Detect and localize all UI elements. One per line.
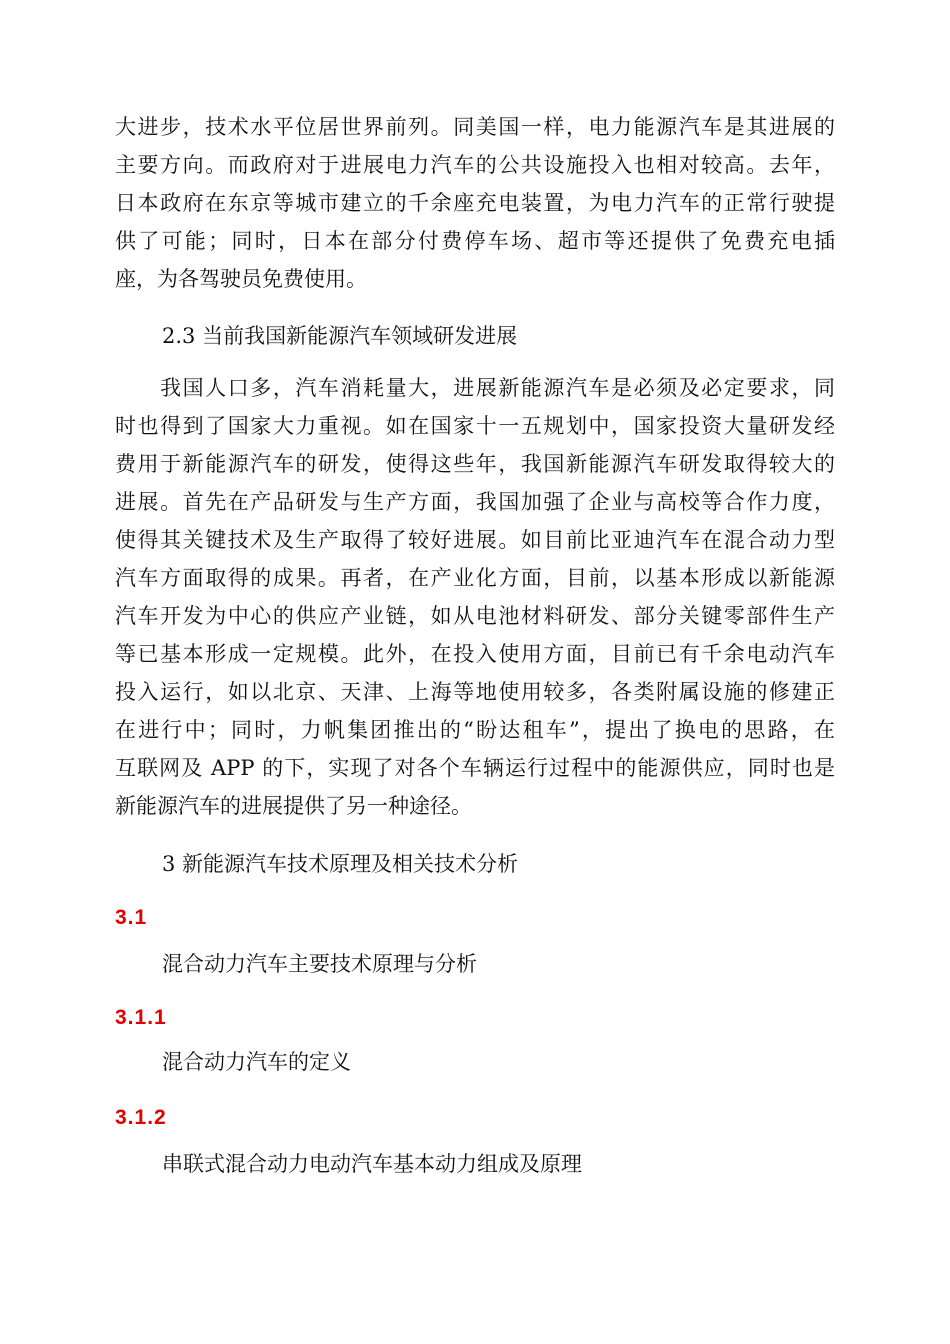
- paragraph-china-progress: [115, 369, 835, 825]
- section-title-3-1-1: 混合动力汽车的定义: [162, 1050, 351, 1074]
- paragraph-line: 在进行中；同时，力帆集团推出的“盼达租车”，提出了换电的思路，在: [115, 718, 835, 742]
- paragraph-line: 时也得到了国家大力重视。如在国家十一五规划中，国家投资大量研发经: [115, 414, 835, 438]
- paragraph-line: 我国人口多，汽车消耗量大，进展新能源汽车是必须及必定要求，同: [115, 376, 835, 400]
- paragraph-line: 新能源汽车的进展提供了另一种途径。: [115, 794, 472, 818]
- paragraph-japan-progress: [115, 108, 835, 298]
- section-heading-2-3: 2.3 当前我国新能源汽车领域研发进展: [162, 324, 518, 348]
- paragraph-line: 费用于新能源汽车的研发，使得这些年，我国新能源汽车研发取得较大的: [115, 452, 835, 476]
- paragraph-line: 主要方向。而政府对于进展电力汽车的公共设施投入也相对较高。去年，: [115, 153, 835, 177]
- paragraph-line: 使得其关键技术及生产取得了较好进展。如目前比亚迪汽车在混合动力型: [115, 528, 835, 552]
- paragraph-line: 等已基本形成一定规模。此外，在投入使用方面，目前已有千余电动汽车: [115, 642, 835, 666]
- paragraph-line: 供了可能；同时，日本在部分付费停车场、超市等还提供了免费充电插: [115, 229, 835, 253]
- section-number-3-1-1: 3.1.1: [115, 1006, 167, 1029]
- paragraph-line: 座，为各驾驶员免费使用。: [115, 267, 367, 291]
- chapter-heading-3: 3 新能源汽车技术原理及相关技术分析: [162, 852, 519, 876]
- paragraph-line: 汽车开发为中心的供应产业链，如从电池材料研发、部分关键零部件生产: [115, 604, 835, 628]
- section-number-3-1-2: 3.1.2: [115, 1106, 167, 1129]
- paragraph-line: 投入运行，如以北京、天津、上海等地使用较多，各类附属设施的修建正: [115, 680, 835, 704]
- paragraph-line: 进展。首先在产品研发与生产方面，我国加强了企业与高校等合作力度，: [115, 490, 835, 514]
- paragraph-line: 汽车方面取得的成果。再者，在产业化方面，目前，以基本形成以新能源: [115, 566, 835, 590]
- section-number-3-1: 3.1: [115, 906, 148, 929]
- section-title-3-1-2: 串联式混合动力电动汽车基本动力组成及原理: [162, 1152, 582, 1176]
- paragraph-line: 日本政府在东京等城市建立的千余座充电装置，为电力汽车的正常行驶提: [115, 191, 835, 215]
- paragraph-line: 互联网及 APP 的下，实现了对各个车辆运行过程中的能源供应，同时也是: [115, 756, 835, 780]
- section-title-3-1: 混合动力汽车主要技术原理与分析: [162, 952, 477, 976]
- paragraph-line: 大进步，技术水平位居世界前列。同美国一样，电力能源汽车是其进展的: [115, 115, 835, 139]
